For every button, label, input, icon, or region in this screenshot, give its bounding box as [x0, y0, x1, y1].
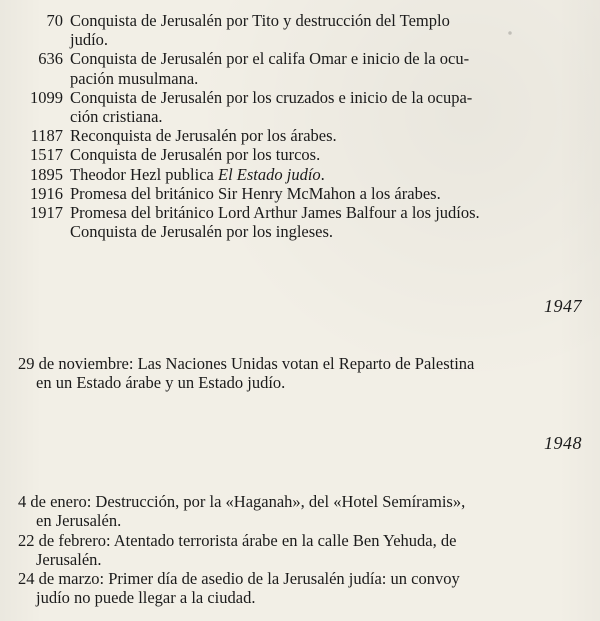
chronology-text	[70, 88, 590, 126]
chronology-text	[70, 49, 590, 87]
chronology-item	[10, 49, 590, 87]
chronology-suffix: .	[320, 164, 325, 184]
chronology-text	[70, 11, 590, 49]
chronology-line: Conquista de Jerusalén por el califa Omar e inicio de la ocu-	[70, 49, 470, 69]
chronology-line: Conquista de Jerusalén por los cruzados e inicio de la ocupa-	[70, 87, 473, 107]
event-line: 24 de marzo: Primer día de asedio de la Jerusalén judía: un convoy	[18, 569, 460, 588]
chronology-line: Reconquista de Jerusalén por los árabes.	[70, 126, 337, 146]
chronology-year: 1517	[30, 145, 63, 165]
event-line: en un Estado árabe y un Estado judío.	[36, 373, 286, 393]
chronology-line: pación musulmana.	[70, 68, 199, 88]
chronology-text	[70, 145, 590, 164]
book-title: El Estado judío	[217, 164, 321, 184]
chronology-item	[10, 11, 590, 49]
section-year-1948: 1948	[544, 433, 582, 453]
chronology-line: Conquista de Jerusalén por Tito y destrucción del Templo	[70, 11, 450, 30]
chronology-text	[70, 165, 590, 184]
chronology-year: 636	[38, 49, 63, 69]
chronology-item	[10, 184, 590, 203]
chronology-year: 1895	[30, 164, 63, 184]
event-1948	[18, 531, 593, 569]
event-line: 4 de enero: Destrucción, por la «Haganah», del «Hotel Semíramis»,	[18, 492, 466, 511]
chronology-line: judío.	[70, 30, 109, 50]
event-line: judío no puede llegar a la ciudad.	[36, 588, 256, 608]
chronology-line: ción cristiana.	[70, 107, 163, 127]
chronology-item	[10, 145, 590, 164]
chronology-item	[10, 165, 590, 184]
chronology-year: 1187	[30, 126, 63, 146]
chronology-year: 1917	[30, 203, 63, 223]
event-line: en Jerusalén.	[36, 511, 122, 531]
chronology-line: Promesa del británico Sir Henry McMahon a los árabes.	[70, 183, 441, 203]
chronology-line: Conquista de Jerusalén por los ingleses.	[70, 222, 334, 242]
chronology-year: 70	[46, 11, 63, 30]
event-1947	[18, 354, 593, 392]
chronology-line	[70, 165, 590, 184]
chronology-item	[10, 88, 590, 126]
chronology-text	[70, 126, 590, 145]
chronology-year: 1916	[30, 183, 63, 203]
chronology-text	[70, 184, 590, 203]
chronology-line: Promesa del británico Lord Arthur James Balfour a los judíos.	[70, 203, 480, 223]
chronology-text	[70, 203, 590, 241]
chronology-list	[10, 11, 590, 241]
event-1948	[18, 569, 593, 607]
section-year-1947: 1947	[544, 296, 582, 316]
event-1948	[18, 492, 593, 530]
chronology-item	[10, 126, 590, 145]
chronology-line: Conquista de Jerusalén por los turcos.	[70, 145, 321, 165]
event-line: 22 de febrero: Atentado terrorista árabe en la calle Ben Yehuda, de	[18, 531, 457, 550]
chronology-item	[10, 203, 590, 241]
event-line: Jerusalén.	[36, 550, 102, 570]
chronology-prefix: Theodor Hezl publica	[70, 164, 218, 184]
chronology-year: 1099	[30, 87, 63, 107]
event-line: 29 de noviembre: Las Naciones Unidas votan el Reparto de Palestina	[18, 354, 475, 373]
